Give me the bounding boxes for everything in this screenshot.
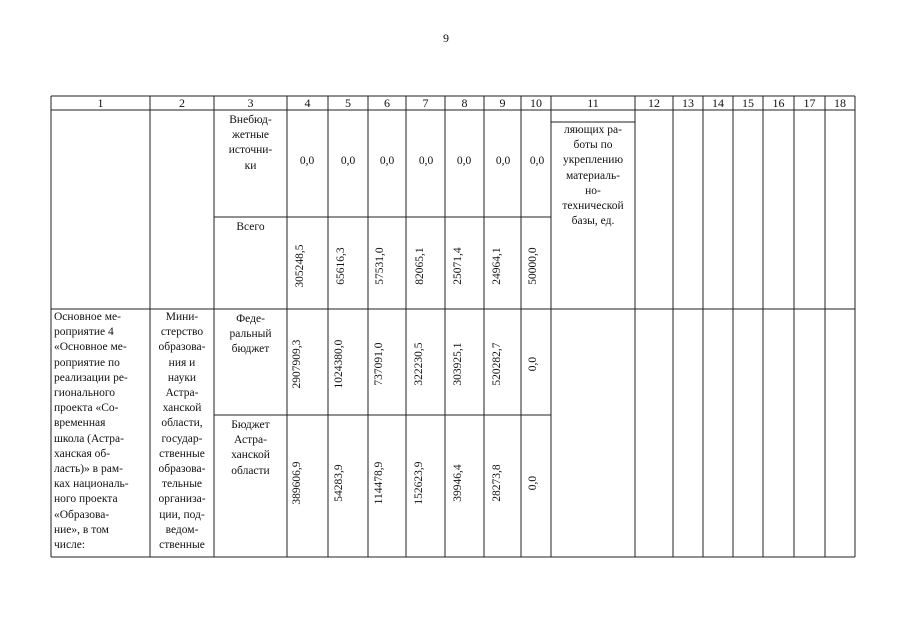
federal-value-col7: 322230,5: [413, 342, 425, 386]
header-col-7: 7: [422, 96, 429, 110]
federal-value-col10: 0,0: [527, 356, 539, 372]
total-value-col8: 25071,4: [452, 247, 464, 285]
header-col-11: 11: [587, 96, 599, 110]
total-value-col6: 57531,0: [374, 247, 386, 285]
federal-value-col5: 1024380,0: [333, 339, 345, 389]
regional-value-col5: 54283,9: [333, 464, 345, 502]
total-value-col4: 305248,5: [294, 244, 306, 288]
page-number: 9: [443, 31, 449, 45]
federal-value-col4: 2907909,3: [291, 339, 303, 389]
header-col-8: 8: [461, 96, 468, 110]
header-col-12: 12: [648, 96, 660, 110]
offbudget-value-col7: 0,0: [418, 155, 434, 167]
main-activity-description: Основное ме- роприятие 4 «Основное ме- роприятие по реализации ре- гионального проекта «Со- временная школа (Астра- ханская об- ласть)» в рам- ках националь- ного проекта «Образова- ние», в том числе:: [54, 311, 129, 552]
federal-value-col9: 520282,7: [491, 342, 503, 386]
federal-value-col6: 737091,0: [373, 342, 385, 386]
header-col-17: 17: [803, 96, 816, 110]
regional-value-col8: 39946,4: [452, 464, 464, 502]
header-col-14: 14: [712, 96, 724, 110]
regional-value-col10: 0,0: [527, 475, 539, 491]
offbudget-value-col9: 0,0: [495, 155, 511, 167]
header-col-15: 15: [742, 96, 754, 110]
regional-value-col4: 389606,9: [291, 461, 303, 505]
total-value-col5: 65616,3: [335, 247, 347, 285]
offbudget-value-col8: 0,0: [456, 155, 472, 167]
header-col-18: 18: [834, 96, 846, 110]
regional-value-col7: 152623,9: [413, 461, 425, 505]
header-col-2: 2: [179, 96, 185, 110]
header-col-3: 3: [247, 96, 254, 110]
regional-value-col9: 28273,8: [491, 464, 503, 502]
total-value-col10: 50000,0: [527, 247, 539, 285]
responsible-executor: Мини- стерство образова- ния и науки Астра- ханской области, государ- ственные образова- тельные организа- ции, под- ведом- ственные: [158, 311, 206, 552]
row-label-regional-budget: Бюджет Астра- ханской области: [231, 419, 270, 477]
total-value-col9: 24964,1: [491, 247, 503, 285]
header-col-13: 13: [682, 96, 694, 110]
federal-value-col8: 303925,1: [452, 342, 464, 386]
header-col-4: 4: [304, 96, 311, 110]
header-col-5: 5: [345, 96, 351, 110]
offbudget-value-col5: 0,0: [340, 155, 356, 167]
header-col-10: 10: [530, 96, 542, 110]
row-label-offbudget: Внебюд- жетные источни- ки: [228, 114, 273, 172]
regional-value-col6: 114478,9: [373, 461, 385, 505]
offbudget-value-col4: 0,0: [299, 155, 315, 167]
row-label-total: Всего: [236, 221, 265, 233]
offbudget-value-col10: 0,0: [529, 155, 545, 167]
col11-text: ляющих ра- боты по укреплению материаль- но- технической базы, ед.: [562, 124, 624, 228]
header-col-6: 6: [384, 96, 390, 110]
total-value-col7: 82065,1: [414, 247, 426, 285]
header-col-9: 9: [499, 96, 506, 110]
row-label-federal-budget: Феде- ральный бюджет: [229, 313, 272, 356]
header-col-16: 16: [772, 96, 785, 110]
offbudget-value-col6: 0,0: [379, 155, 395, 167]
header-col-1: 1: [97, 96, 104, 110]
